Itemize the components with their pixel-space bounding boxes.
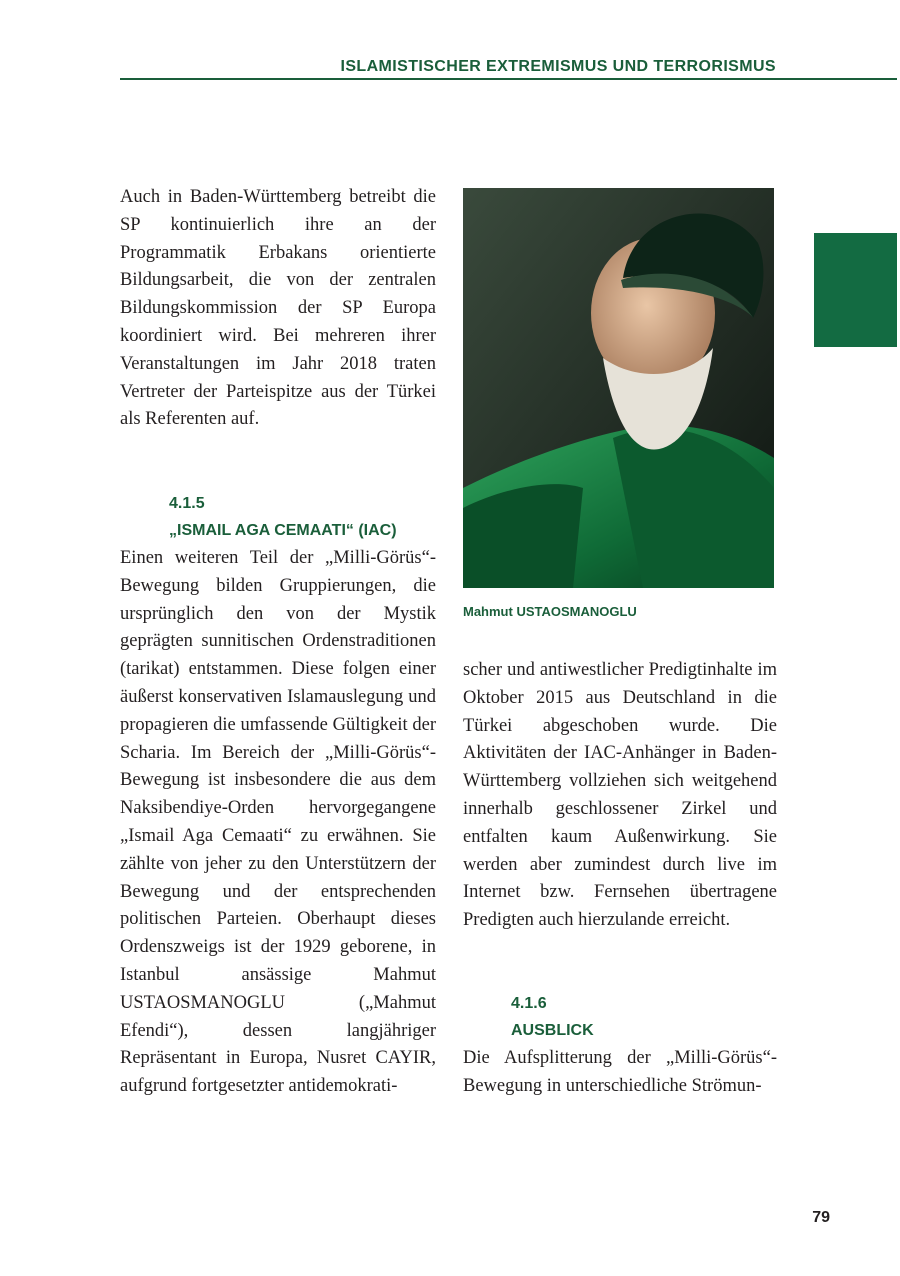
right-column-section-body bbox=[463, 1045, 777, 1101]
section-number-4-1-5: 4.1.5 bbox=[169, 495, 205, 512]
intro-paragraph: Auch in Baden-Württemberg betreibt die SP kontinuierlich ihre an der Programmatik Erbakans orientierte Bildungsarbeit, die von der zentralen Bildungskommission der SP Europa koordiniert wird. Bei mehreren ihrer Veranstaltungen im Jahr 2018 traten Vertreter der Parteispitze aus der Türkei als Referenten auf. bbox=[120, 187, 436, 430]
left-column-intro bbox=[120, 184, 436, 434]
right-column-continuation bbox=[463, 657, 777, 935]
section-4-1-5-paragraph: Einen weiteren Teil der „Milli-Görüs“-Bewegung bilden Gruppierungen, die ursprünglich den von der Mystik geprägten sunnitischen Ordenstraditionen (tarikat) entstammen. Diese folgen einer äußerst konservativen Islamauslegung und propagieren die umfassende Gültigkeit der Scharia. Im Bereich der „Milli-Görüs“-Bewegung ist insbesondere die aus dem Naksibendiye-Orden hervorgegangene „Ismail Aga Cemaati“ zu erwähnen. Sie zählte von jeher zu den Unterstützern der Bewegung und der entsprechenden politischen Parteien. Oberhaupt dieses Ordenszweigs ist der 1929 geborene, in Istanbul ansässige Mahmut USTAOSMANOGLU („Mahmut Efendi“), dessen langjähriger Repräsentant in Europa, Nusret CAYIR, aufgrund fortgesetzter antidemokrati- bbox=[120, 548, 436, 1097]
left-column-section-body bbox=[120, 545, 436, 1101]
portrait-photo bbox=[463, 188, 774, 588]
section-title-4-1-5: „ISMAIL AGA CEMAATI“ (IAC) bbox=[169, 522, 397, 539]
continuation-paragraph: scher und antiwestlicher Predigtinhalte im Oktober 2015 aus Deutschland in die Türkei abgeschoben wurde. Die Aktivitäten der IAC-Anhänger in Baden-Württemberg vollziehen sich weitgehend innerhalb geschlossener Zirkel und entfalten kaum Außenwirkung. Sie werden aber zumindest durch live im Internet bzw. Fernsehen übertragene Predigten auch hierzulande erreicht. bbox=[463, 660, 777, 931]
section-title-4-1-6: AUSBLICK bbox=[511, 1022, 594, 1039]
running-header-title: ISLAMISTISCHER EXTREMISMUS UND TERRORISMUS bbox=[340, 58, 776, 75]
photo-caption: Mahmut USTAOSMANOGLU bbox=[463, 604, 637, 619]
section-4-1-6-paragraph: Die Aufsplitterung der „Milli-Görüs“-Bewegung in unterschiedliche Strömun- bbox=[463, 1048, 777, 1096]
portrait-photo-icon bbox=[463, 188, 774, 588]
section-number-4-1-6: 4.1.6 bbox=[511, 995, 547, 1012]
header-rule bbox=[120, 78, 897, 80]
chapter-side-tab bbox=[814, 233, 897, 347]
page-number: 79 bbox=[812, 1209, 830, 1226]
